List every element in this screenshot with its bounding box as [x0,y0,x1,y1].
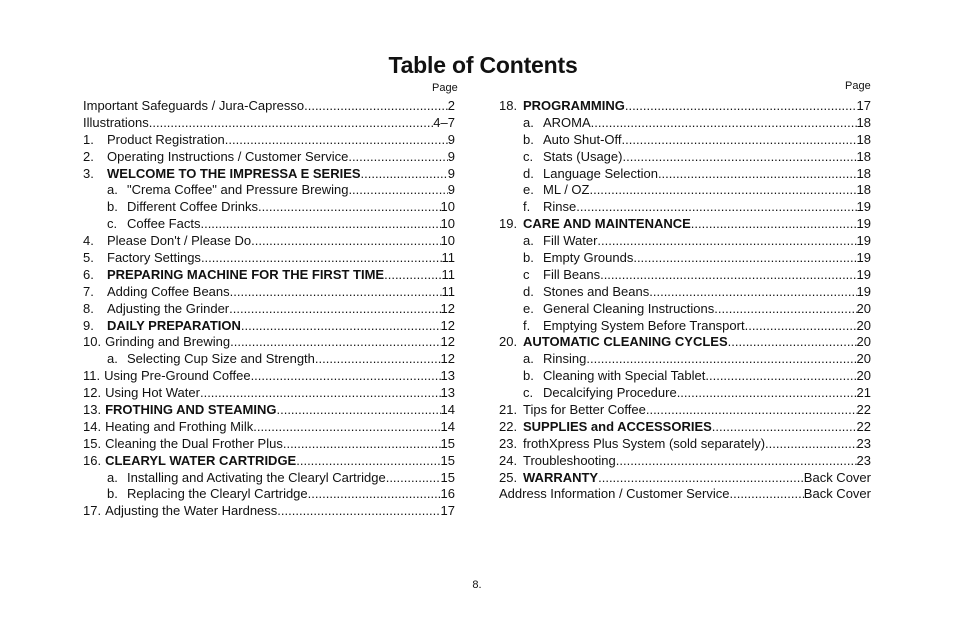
toc-leader-dots [200,216,440,233]
toc-entry-number: a. [523,351,534,367]
toc-entry-number: 18. [499,98,518,113]
toc-entry [83,470,455,487]
toc-entry-page: 21 [856,385,871,401]
toc-entry-number: a. [107,469,118,485]
toc-entry [499,402,871,419]
toc-entry-page: 17 [440,503,455,519]
toc-entry [83,334,455,351]
toc-entry-title: WELCOME TO THE IMPRESSA E SERIES [107,165,361,181]
toc-entry-number: 8. [83,300,94,316]
toc-entry-number: 24. [499,452,518,468]
toc-entry-title: DAILY PREPARATION [107,317,241,333]
toc-leader-dots [705,368,856,385]
page-column-label-left: Page [432,82,458,94]
toc-entry [499,267,871,284]
toc-leader-dots [649,284,856,301]
toc-entry-page: 9 [447,165,455,181]
toc-leader-dots [251,233,440,250]
toc-entry [83,115,455,132]
toc-entry [499,115,871,132]
toc-entry-number: 1. [83,131,94,147]
toc-entry-title: Cleaning the Dual Frother Plus [105,435,283,451]
toc-entry-number: c. [523,148,534,164]
toc-entry-title: Different Coffee Drinks [127,199,259,215]
toc-entry-number: 19. [499,216,518,232]
toc-entry [83,486,455,503]
page-number: 8. [472,579,482,591]
toc-entry [83,368,455,385]
toc-entry-title: SUPPLIES and ACCESSORIES [523,418,712,434]
toc-leader-dots [304,98,448,115]
toc-entry [499,250,871,267]
toc-entry-number: 20. [499,334,518,350]
toc-entry-title: FROTHING AND STEAMING [105,402,277,418]
toc-entry-number: 5. [83,250,94,266]
toc-entry [499,132,871,149]
toc-entry [83,166,455,183]
toc-entry-page: 23 [856,435,871,451]
page-column-label-right: Page [845,80,871,92]
toc-leader-dots [729,486,803,503]
toc-entry-number: 17. [83,503,102,519]
toc-leader-dots [384,267,441,284]
toc-entry-title: Troubleshooting [523,452,616,468]
toc-entry-number: 10. [83,334,102,350]
toc-entry-number: 14. [83,418,102,434]
toc-left-column [83,98,455,520]
toc-entry-page: Back Cover [803,486,871,502]
toc-leader-dots [200,385,441,402]
toc-entry-page: 22 [856,418,871,434]
toc-entry-number: 25. [499,469,518,485]
toc-entry-number: 6. [83,266,94,282]
toc-leader-dots [251,368,441,385]
toc-leader-dots [230,334,440,351]
toc-entry-number: e. [523,300,534,316]
toc-entry-page: 20 [856,300,871,316]
toc-entry-number: f. [523,317,531,333]
toc-entry-number: c. [523,385,534,401]
toc-entry-number: a. [107,182,118,198]
toc-leader-dots [283,436,441,453]
toc-entry-title: Decalcifying Procedure [543,385,677,401]
toc-entry-title: Replacing the Clearyl Cartridge [127,486,308,502]
toc-entry-title: "Crema Coffee" and Pressure Brewing [127,182,349,198]
toc-entry-title: Adding Coffee Beans [107,283,230,299]
toc-entry-title: Important Safeguards / Jura-Capresso [83,98,305,113]
toc-leader-dots [591,115,857,132]
toc-entry-page: 16 [440,486,455,502]
toc-entry-page: 9 [447,148,455,164]
toc-leader-dots [348,149,447,166]
toc-entry-number: 23. [499,435,518,451]
toc-entry [499,486,871,503]
toc-entry-title: Illustrations [83,114,149,130]
toc-leader-dots [308,486,441,503]
toc-entry-page: 2 [447,98,455,113]
toc-leader-dots [361,166,448,183]
toc-entry-title: CLEARYL WATER CARTRIDGE [105,452,297,468]
toc-entry-page: 15 [440,435,455,451]
toc-leader-dots [597,233,856,250]
toc-entry-number: 7. [83,283,94,299]
toc-entry-page: 12 [440,334,455,350]
toc-entry [499,436,871,453]
toc-entry-number: d. [523,165,534,181]
toc-leader-dots [229,301,440,318]
toc-right-column [499,98,871,503]
toc-entry-page: 9 [447,182,455,198]
toc-entry-number: b. [107,486,118,502]
toc-entry-title: Cleaning with Special Tablet [543,368,706,384]
toc-entry [83,149,455,166]
toc-entry-page: 19 [856,199,871,215]
toc-leader-dots [258,199,441,216]
toc-entry-page: 14 [440,402,455,418]
toc-entry [83,284,455,301]
toc-entry [499,351,871,368]
toc-entry [83,182,455,199]
toc-entry-page: 11 [441,250,455,266]
toc-entry [499,301,871,318]
toc-leader-dots [201,250,442,267]
toc-entry-title: CARE AND MAINTENANCE [523,216,691,232]
toc-entry [499,419,871,436]
toc-entry-number: a. [523,114,534,130]
toc-leader-dots [745,318,857,335]
toc-entry-title: Fill Beans [543,266,601,282]
toc-entry [83,402,455,419]
toc-entry-number: 11. [83,368,101,384]
toc-entry-title: PROGRAMMING [523,98,625,113]
toc-leader-dots [225,132,448,149]
toc-entry [83,267,455,284]
toc-entry-page: 20 [856,334,871,350]
toc-entry-page: 19 [856,216,871,232]
toc-leader-dots [622,149,856,166]
toc-entry-page: 15 [440,452,455,468]
toc-entry-title: General Cleaning Instructions [543,300,715,316]
toc-leader-dots [315,351,441,368]
toc-leader-dots [677,385,857,402]
toc-leader-dots [296,453,440,470]
toc-entry-title: Operating Instructions / Customer Service [107,148,349,164]
toc-entry [83,318,455,335]
toc-entry-title: WARRANTY [523,469,599,485]
toc-entry [83,250,455,267]
toc-entry-number: e. [523,182,534,198]
toc-entry-page: Back Cover [803,469,871,485]
page-title: Table of Contents [388,52,578,78]
toc-entry-number: a. [523,233,534,249]
toc-entry-title: Language Selection [543,165,658,181]
toc-leader-dots [691,216,857,233]
toc-entry-page: 13 [440,368,455,384]
toc-entry [83,453,455,470]
toc-leader-dots [712,419,857,436]
toc-entry [499,98,871,115]
toc-leader-dots [646,402,857,419]
toc-entry [499,334,871,351]
toc-entry-page: 18 [856,114,871,130]
toc-leader-dots [625,98,857,115]
toc-entry-number: b. [523,131,534,147]
toc-entry-title: Emptying System Before Transport [543,317,745,333]
toc-entry [499,199,871,216]
toc-entry-page: 20 [856,317,871,333]
toc-entry-page: 18 [856,182,871,198]
toc-entry-page: 18 [856,131,871,147]
toc-entry [499,233,871,250]
toc-entry [499,318,871,335]
toc-entry-title: Empty Grounds [543,250,634,266]
toc-entry-number: 21. [499,402,518,418]
toc-leader-dots [386,470,441,487]
toc-entry-title: Address Information / Customer Service [499,486,730,502]
toc-entry-page: 18 [856,165,871,181]
toc-entry [499,149,871,166]
toc-entry-title: ML / OZ [543,182,590,198]
toc-leader-dots [765,436,856,453]
toc-entry-number: b. [523,368,534,384]
toc-entry-page: 12 [440,351,455,367]
toc-entry-title: Installing and Activating the Clearyl Cartridge [127,469,386,485]
toc-entry-page: 22 [856,402,871,418]
toc-leader-dots [622,132,857,149]
toc-entry-number: c [523,266,530,282]
toc-leader-dots [230,284,442,301]
toc-leader-dots [576,199,856,216]
toc-entry-page: 10 [440,199,455,215]
toc-leader-dots [276,402,440,419]
toc-entry [83,199,455,216]
toc-entry-number: 9. [83,317,94,333]
toc-entry [83,436,455,453]
toc-leader-dots [586,351,856,368]
toc-entry [499,216,871,233]
toc-entry-number: b. [523,250,534,266]
toc-entry-title: Factory Settings [107,250,201,266]
toc-entry [499,368,871,385]
toc-entry-page: 13 [440,385,455,401]
toc-entry-page: 12 [440,317,455,333]
toc-leader-dots [658,166,857,183]
toc-entry-number: d. [523,283,534,299]
toc-leader-dots [598,470,804,487]
toc-entry-title: Stats (Usage) [543,148,623,164]
toc-entry-title: Selecting Cup Size and Strength [127,351,315,367]
toc-entry [83,503,455,520]
toc-entry-page: 19 [856,266,871,282]
toc-entry-title: Using Hot Water [105,385,200,401]
toc-entry [83,385,455,402]
toc-leader-dots [348,182,447,199]
toc-entry [499,182,871,199]
toc-entry [83,233,455,250]
toc-entry-page: 4–7 [433,114,455,130]
toc-entry-number: 16. [83,452,102,468]
toc-entry-title: Grinding and Brewing [105,334,231,350]
toc-entry-title: Auto Shut-Off [543,131,622,147]
toc-entry [83,301,455,318]
toc-leader-dots [277,503,440,520]
toc-entry-page: 19 [856,233,871,249]
toc-entry [499,284,871,301]
toc-entry-title: Rinse [543,199,577,215]
toc-entry-page: 15 [440,469,455,485]
toc-entry-title: Heating and Frothing Milk [105,418,254,434]
toc-entry-page: 14 [440,418,455,434]
toc-entry [499,385,871,402]
toc-entry-page: 19 [856,283,871,299]
toc-entry-page: 10 [440,216,455,232]
toc-entry-number: 12. [83,385,102,401]
toc-entry-title: Coffee Facts [127,216,201,232]
toc-entry-title: frothXpress Plus System (sold separately) [523,435,766,451]
toc-entry [83,419,455,436]
toc-entry [499,166,871,183]
toc-entry-page: 12 [440,300,455,316]
toc-entry [499,453,871,470]
toc-entry-page: 17 [856,98,871,113]
toc-entry-title: AROMA [543,114,591,130]
toc-entry-page: 23 [856,452,871,468]
toc-entry-page: 20 [856,351,871,367]
toc-entry-title: Product Registration [107,131,225,147]
toc-entry-page: 19 [856,250,871,266]
toc-entry-page: 20 [856,368,871,384]
toc-entry-number: f. [523,199,531,215]
toc-entry-title: Adjusting the Grinder [107,300,230,316]
toc-entry-number: 3. [83,165,94,181]
toc-entry-page: 9 [447,131,455,147]
toc-entry [83,351,455,368]
toc-entry-number: c. [107,216,118,232]
toc-entry-page: 18 [856,148,871,164]
toc-entry-title: Adjusting the Water Hardness [105,503,278,519]
toc-entry [83,216,455,233]
toc-leader-dots [633,250,856,267]
toc-leader-dots [728,334,857,351]
toc-leader-dots [714,301,856,318]
toc-entry [499,470,871,487]
toc-entry-page: 11 [441,283,455,299]
toc-entry-title: Stones and Beans [543,283,650,299]
toc-entry-title: AUTOMATIC CLEANING CYCLES [523,334,728,350]
toc-leader-dots [600,267,856,284]
toc-entry-title: Rinsing [543,351,587,367]
toc-entry-title: Please Don't / Please Do [107,233,252,249]
toc-leader-dots [589,182,856,199]
toc-leader-dots [616,453,857,470]
toc-entry-page: 11 [441,266,455,282]
toc-entry-number: 4. [83,233,94,249]
toc-entry-number: 2. [83,148,94,164]
toc-leader-dots [149,115,434,132]
toc-leader-dots [253,419,440,436]
toc-entry-title: Fill Water [543,233,598,249]
toc-entry-number: b. [107,199,118,215]
toc-entry [83,98,455,115]
toc-entry-page: 10 [440,233,455,249]
toc-entry-title: Tips for Better Coffee [523,402,646,418]
toc-entry-number: 13. [83,402,102,418]
toc-entry-number: 15. [83,435,102,451]
toc-entry [83,132,455,149]
toc-entry-number: 22. [499,418,518,434]
toc-entry-title: PREPARING MACHINE FOR THE FIRST TIME [107,266,385,282]
toc-entry-number: a. [107,351,118,367]
toc-entry-title: Using Pre-Ground Coffee [104,368,251,384]
toc-leader-dots [241,318,441,335]
